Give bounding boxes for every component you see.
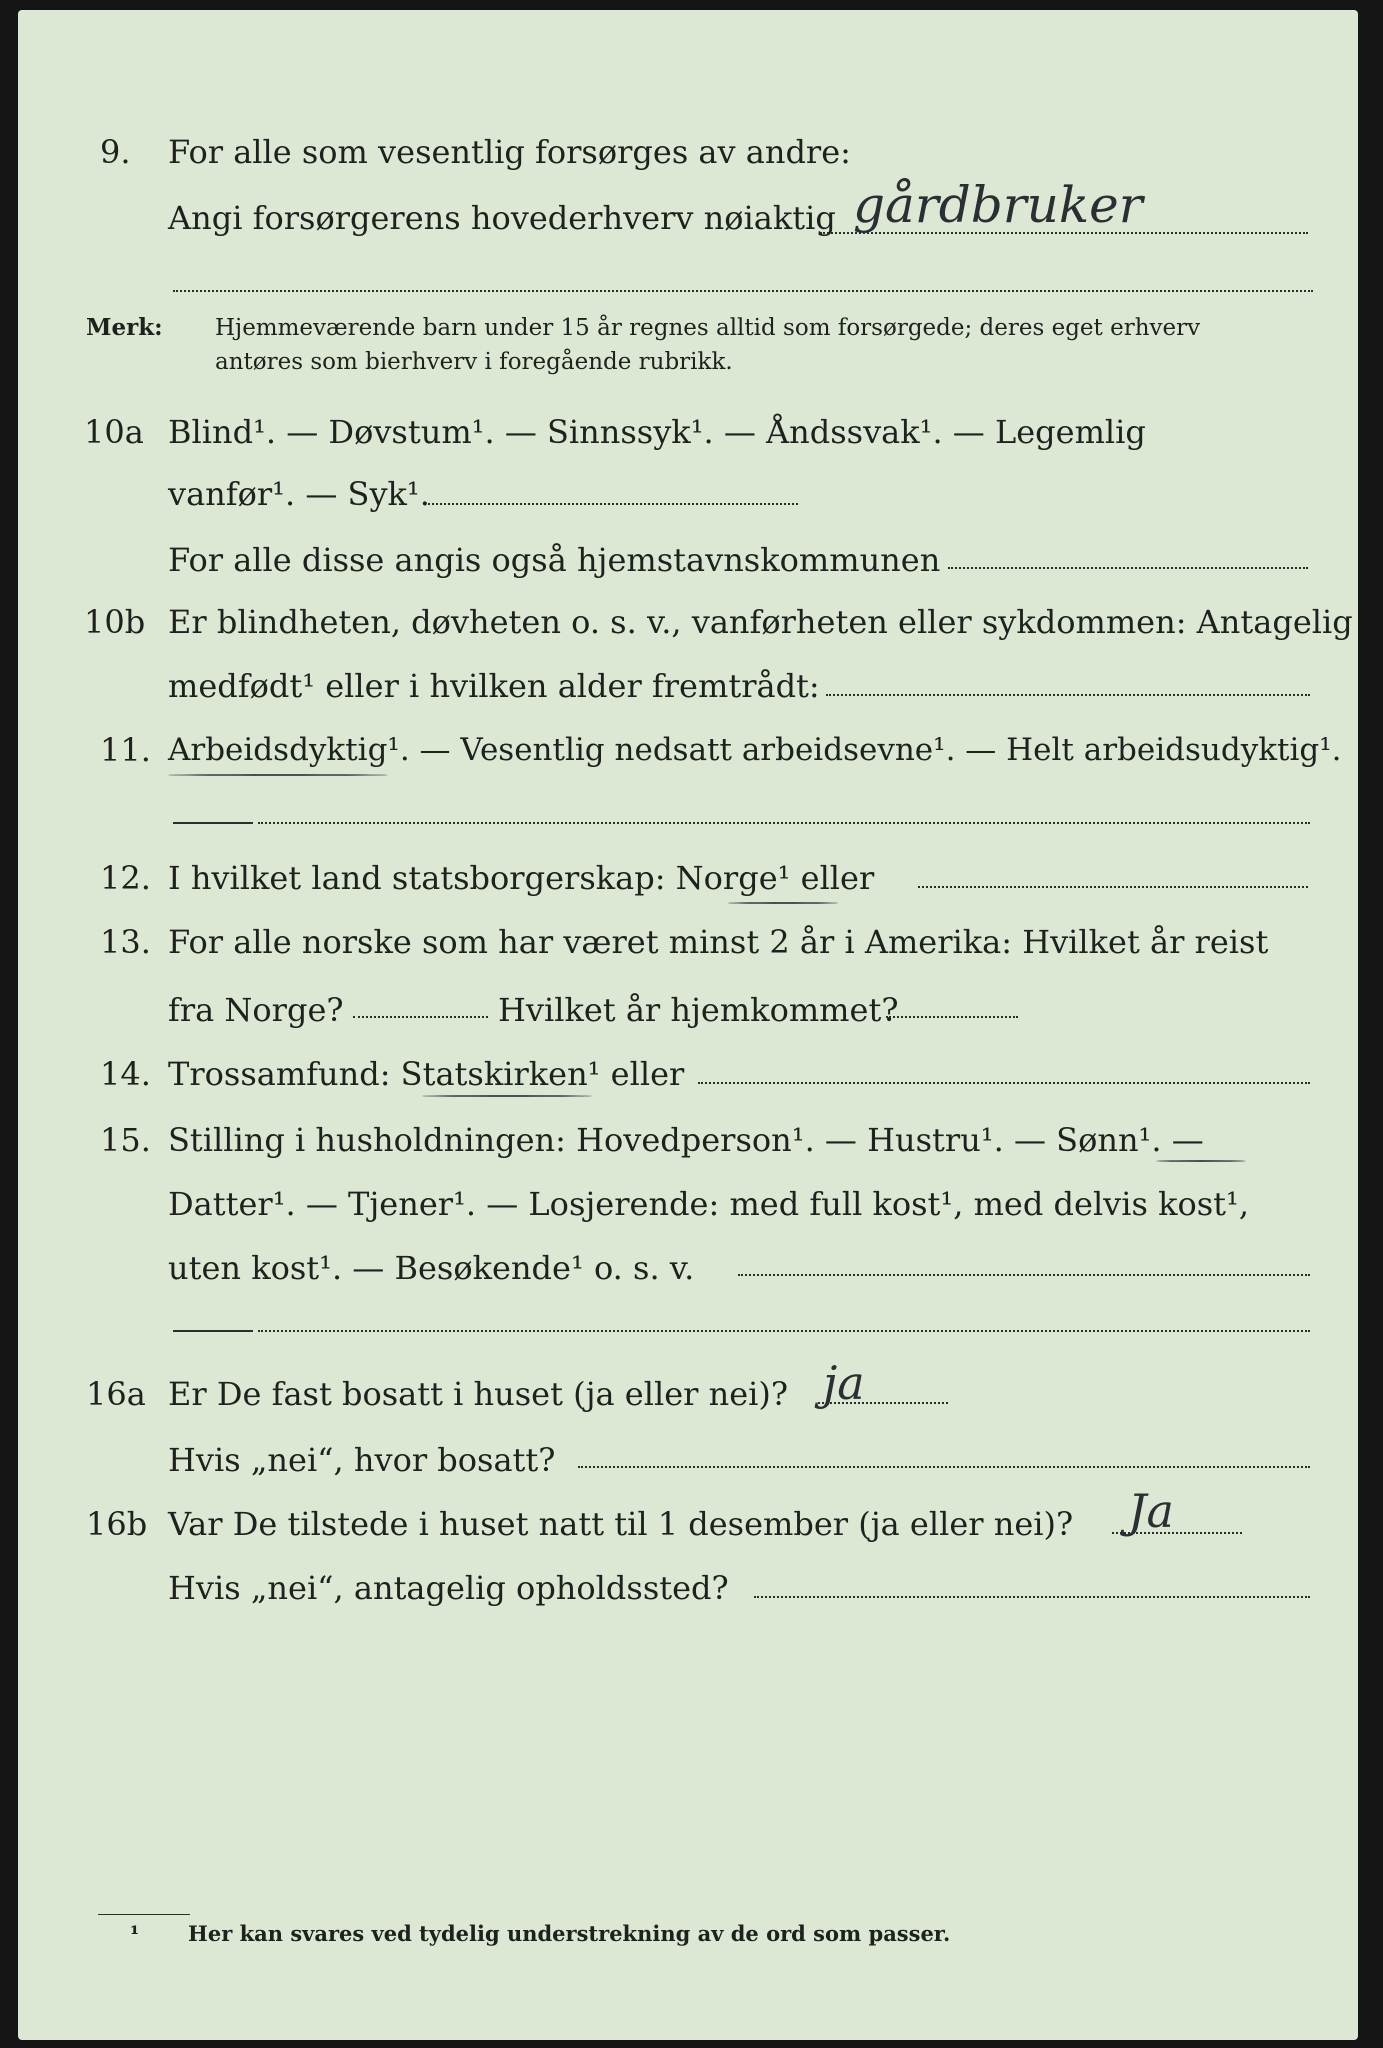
q11-answer-line xyxy=(258,822,1310,824)
q15-extra-line xyxy=(258,1330,1310,1332)
q9-line1: For alle som vesentlig forsørges av andre: xyxy=(168,133,851,171)
q15-answer-line xyxy=(738,1274,1310,1276)
item-number-10b: 10b xyxy=(84,603,146,641)
q10a-home-line xyxy=(948,567,1308,569)
form-page xyxy=(18,10,1358,2040)
footnote-rule xyxy=(98,1914,190,1915)
item-number-16a: 16a xyxy=(86,1375,146,1413)
q15-line1: Stilling i husholdningen: Hovedperson¹. — Hustru¹. — Sønn¹. — xyxy=(168,1121,1204,1159)
q10b-line1: Er blindheten, døvheten o. s. v., vanførheten eller sykdommen: Antagelig xyxy=(168,603,1353,641)
q13-line2a: fra Norge? xyxy=(168,991,344,1029)
item-number-14: 14. xyxy=(100,1055,151,1093)
q16a-handwritten-answer: ja xyxy=(823,1356,865,1410)
q16b-line2: Hvis „nei“, antagelig opholdssted? xyxy=(168,1569,729,1607)
item-number-11: 11. xyxy=(100,731,151,769)
q12-line1: I hvilket land statsborgerskap: Norge¹ eller xyxy=(168,859,875,897)
q16a-line2: Hvis „nei“, hvor bosatt? xyxy=(168,1441,556,1479)
q12-answer-line xyxy=(918,886,1308,888)
merk-line1: Hjemmeværende barn under 15 år regnes alltid som forsørgede; deres eget erhverv xyxy=(215,315,1201,341)
q12-underline-mark xyxy=(728,902,838,904)
q13-line1: For alle norske som har været minst 2 år i Amerika: Hvilket år reist xyxy=(168,923,1269,961)
q14-underline-mark xyxy=(422,1095,592,1097)
q16b-line1: Var De tilstede i huset natt til 1 desember (ja eller nei)? xyxy=(168,1505,1074,1543)
q10b-answer-line xyxy=(826,694,1310,696)
q15-line2: Datter¹. — Tjener¹. — Losjerende: med full kost¹, med delvis kost¹, xyxy=(168,1185,1250,1223)
q10a-line1: Blind¹. — Døvstum¹. — Sinnssyk¹. — Åndssvak¹. — Legemlig xyxy=(168,413,1146,451)
footnote-text: Her kan svares ved tydelig understrekning av de ord som passer. xyxy=(188,1921,951,1946)
item-number-16b: 16b xyxy=(86,1505,148,1543)
item-number-13: 13. xyxy=(100,923,151,961)
q10b-line2: medfødt¹ eller i hvilken alder fremtrådt: xyxy=(168,667,820,705)
q11-line1: Arbeidsdyktig¹. — Vesentlig nedsatt arbeidsevne¹. — Helt arbeidsudyktig¹. xyxy=(168,732,1342,768)
q13-line2b: Hvilket år hjemkommet? xyxy=(498,991,899,1029)
q10a-answer-line xyxy=(428,503,798,505)
q16b-place-line xyxy=(754,1596,1310,1598)
q9-handwritten-answer: gårdbruker xyxy=(853,176,1143,234)
merk-label: Merk: xyxy=(86,314,163,341)
q14-answer-line xyxy=(698,1082,1310,1084)
q15-line3: uten kost¹. — Besøkende¹ o. s. v. xyxy=(168,1249,695,1287)
q16b-handwritten-answer: Ja xyxy=(1128,1484,1174,1538)
q15-short-line xyxy=(173,1330,253,1332)
q13-right-line xyxy=(886,1016,1018,1018)
q14-line1: Trossamfund: Statskirken¹ eller xyxy=(168,1055,685,1093)
q13-left-line xyxy=(353,1016,488,1018)
q16a-line1: Er De fast bosatt i huset (ja eller nei)? xyxy=(168,1375,789,1413)
item-number-9: 9. xyxy=(100,133,131,171)
footnote-marker: ¹ xyxy=(130,1921,140,1946)
q15-underline-mark xyxy=(1156,1160,1246,1162)
q9-line2: Angi forsørgerens hovederhverv nøiaktig xyxy=(168,199,836,237)
q11-underline-mark xyxy=(168,774,388,776)
q10a-line2: vanfør¹. — Syk¹. xyxy=(168,475,430,513)
q11-short-line xyxy=(173,822,253,824)
q16a-where-line xyxy=(578,1466,1310,1468)
item-number-15: 15. xyxy=(100,1121,151,1159)
item-number-10a: 10a xyxy=(84,413,144,451)
q9-extra-line xyxy=(173,290,1313,292)
merk-line2: antøres som bierhverv i foregående rubrikk. xyxy=(215,349,733,375)
item-number-12: 12. xyxy=(100,859,151,897)
q10a-line3: For alle disse angis også hjemstavnskommunen xyxy=(168,541,941,579)
